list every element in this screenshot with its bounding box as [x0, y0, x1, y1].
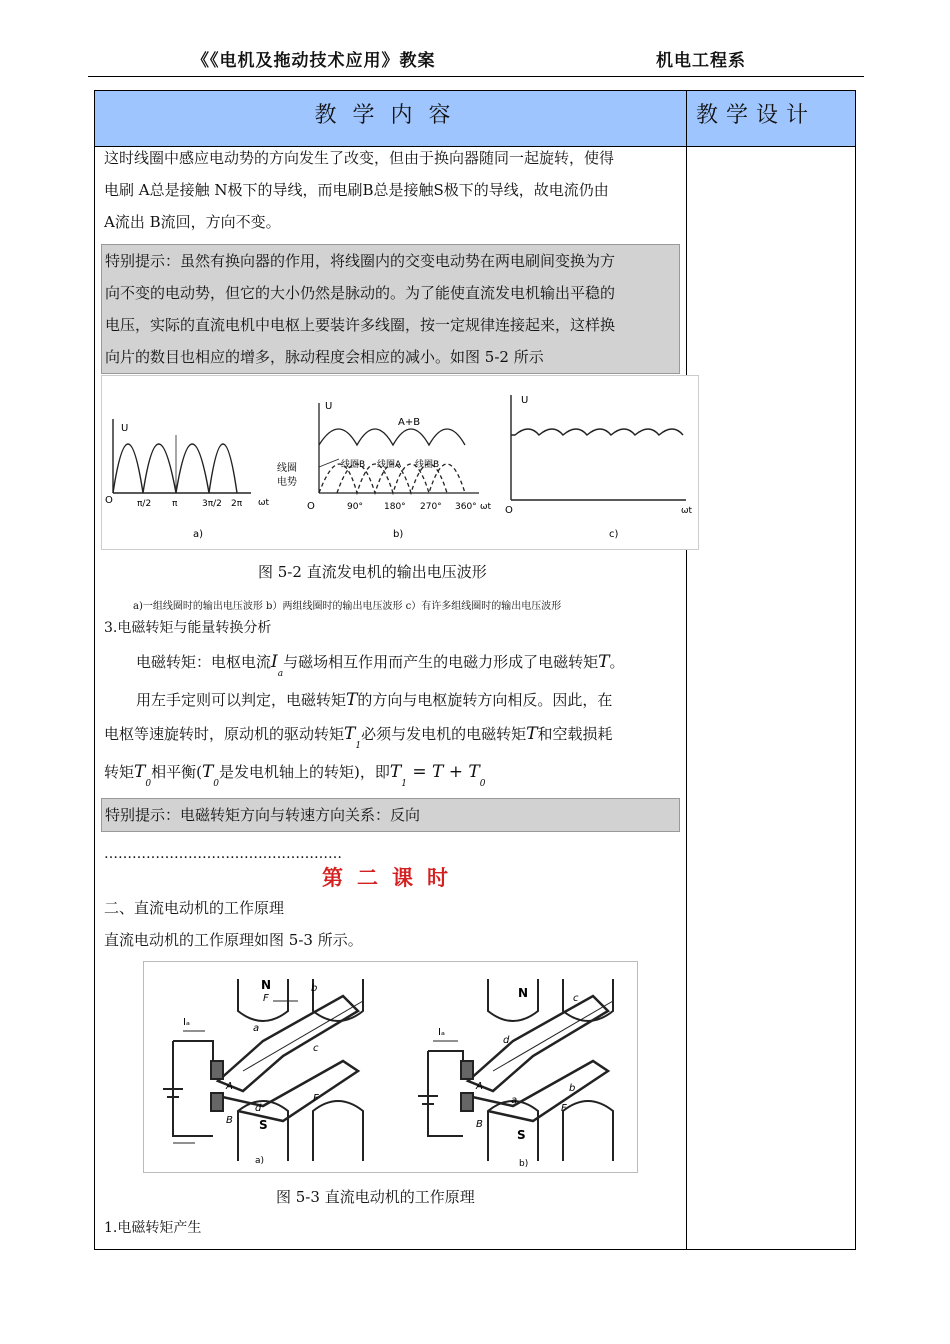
doc-title: 《《电机及拖动技术应用》教案 [192, 51, 436, 71]
column-divider [686, 90, 687, 1250]
lesson-heading: 第二课时 [322, 865, 462, 890]
force-top-a: F [263, 993, 269, 1004]
separator-dots: …………………………………………… [104, 846, 342, 862]
current-label-a: Iₐ [183, 1017, 190, 1028]
conductor-b-a: b [311, 983, 318, 994]
panel-label-b: b) [519, 1159, 529, 1169]
force-bottom-a: F [313, 1093, 319, 1104]
conductor-b-b: b [569, 1083, 576, 1094]
brush-a-a: A [226, 1081, 233, 1092]
label-coil-b-1: 线圈B [341, 460, 366, 470]
section-1-title: 1.电磁转矩产生 [104, 1220, 202, 1236]
pole-s-a: S [259, 1118, 268, 1132]
panel-label-c: c) [609, 529, 619, 540]
tick-90: 90° [347, 502, 363, 512]
pole-n-a: N [261, 978, 272, 992]
axis-label-u-b: U [325, 401, 333, 412]
label-coil-b-2: 线圈B [415, 460, 440, 470]
current-label-b: Iₐ [438, 1027, 445, 1038]
force-b: F [561, 1103, 567, 1114]
section-2-intro: 直流电动机的工作原理如图 5-3 所示。 [104, 931, 363, 949]
paragraph-drive-torque: 电枢等速旋转时，原动机的驱动转矩$T_1$必须与发电机的电磁转矩T和空载损耗 [104, 724, 613, 751]
axis-label-wt-b: ωt [480, 502, 492, 512]
tip-box-torque-direction: 特别提示：电磁转矩方向与转速方向关系：反向 [101, 798, 680, 832]
axis-label-u-c: U [521, 395, 529, 406]
page-header [0, 44, 950, 74]
section-3-title: 3.电磁转矩与能量转换分析 [104, 620, 272, 636]
brush-b-b: B [476, 1119, 483, 1130]
conductor-d-b: d [503, 1035, 510, 1046]
table-header-row [95, 91, 855, 147]
col-header-design: 教学设计 [696, 103, 817, 128]
tick-two-pi: 2π [231, 499, 243, 509]
tick-360: 360° [455, 502, 477, 512]
figure-5-3-caption: 图 5-3 直流电动机的工作原理 [276, 1188, 475, 1206]
tick-three-pi-half: 3π/2 [202, 499, 222, 509]
label-emf: 电势 [277, 477, 297, 488]
axis-label-u-a: U [121, 423, 129, 434]
label-coil: 线圈 [277, 463, 297, 474]
conductor-a-a: a [253, 1023, 260, 1034]
origin-label-c: O [505, 505, 513, 516]
paragraph-torque-balance: 转矩$T_0$相平衡($T_0$是发电机轴上的转矩)，即$T_1 = T + T_0$ [104, 762, 486, 789]
panel-label-a: a) [255, 1156, 265, 1166]
figure-5-3-motor-principle [143, 961, 638, 1173]
label-a-plus-b: A+B [398, 417, 421, 428]
origin-label-a: O [105, 495, 113, 506]
label-coil-a: 线圈A [377, 460, 402, 470]
figure-5-2-caption: 图 5-2 直流发电机的输出电压波形 [258, 563, 487, 581]
tick-pi: π [172, 499, 178, 509]
tip-box-pulsation: 特别提示：虽然有换向器的作用，将线圈内的交变电动势在两电刷间变换为方 向不变的电动势，但它的大小仍然是脉动的。为了能使直流发电机输出平稳的 电压，实际的直流电机中电枢上要装许多线圈，按一定规律连接起来，这样换 向片的数目也相应的增多，脉动程度会相应的减小。如图 5-2 所示 [101, 244, 680, 374]
header-rule [88, 76, 864, 77]
section-2-title: 二、直流电动机的工作原理 [104, 899, 285, 917]
col-header-content: 教学内容 [314, 103, 467, 128]
figure-5-2-subcaption: a)一组线圈时的输出电压波形 b）两组线圈时的输出电压波形 c）有许多组线圈时的输出电压波形 [133, 601, 562, 612]
paragraph-commutation: 这时线圈中感应电动势的方向发生了改变，但由于换向器随同一起旋转，使得 电刷 A总是接触 N极下的导线，而电刷B总是接触S极下的导线，故电流仍由 A流出 B流回，方向不变。 [104, 149, 615, 231]
panel-label-b: b) [393, 529, 404, 540]
conductor-a-b: a [511, 1095, 518, 1106]
axis-label-wt-a: ωt [258, 498, 270, 508]
brush-a-b: A [476, 1081, 483, 1092]
paragraph-left-hand-rule: 用左手定则可以判定，电磁转矩T的方向与电枢旋转方向相反。因此，在 [136, 690, 613, 710]
pole-n-b: N [518, 986, 529, 1000]
figure-5-2-waveforms [101, 375, 699, 550]
conductor-c-a: c [313, 1043, 319, 1054]
origin-label-b: O [307, 501, 315, 512]
tick-180: 180° [384, 502, 406, 512]
tick-270: 270° [420, 502, 442, 512]
panel-label-a: a) [193, 529, 204, 540]
brush-b-a: B [226, 1115, 233, 1126]
pole-s-b: S [517, 1128, 526, 1142]
conductor-d-a: d [255, 1103, 262, 1114]
paragraph-em-torque: 电磁转矩：电枢电流$I_a$与磁场相互作用而产生的电磁力形成了电磁转矩T。 [136, 652, 625, 679]
department: 机电工程系 [656, 51, 746, 71]
axis-label-wt-c: ωt [681, 506, 693, 516]
tick-pi-half: π/2 [137, 499, 152, 509]
conductor-c-b: c [573, 993, 579, 1004]
